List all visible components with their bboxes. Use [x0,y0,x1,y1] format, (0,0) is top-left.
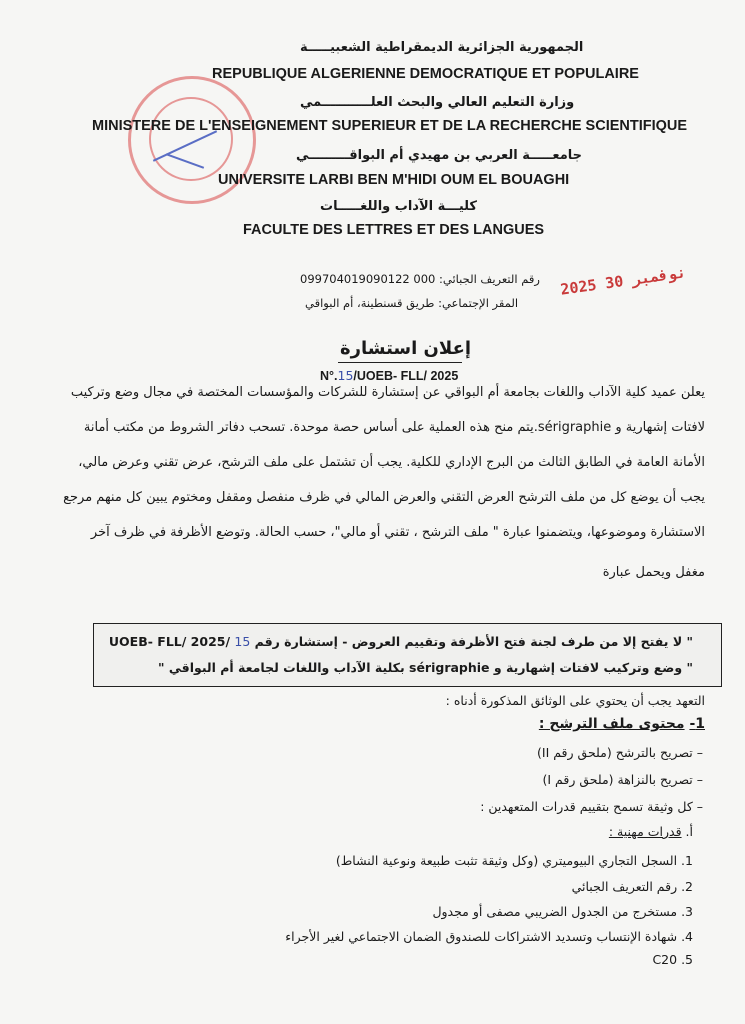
numbered-item: 3. مستخرج من الجدول الضريبي مصفى أو مجدول [432,904,693,919]
title-underline [338,362,462,363]
header-fr-ministry: MINISTERE DE L'ENSEIGNEMENT SUPERIEUR ET DE LA RECHERCHE SCIENTIFIQUE [92,118,688,134]
notice-line-1: " لا يفتح إلا من طرف لجنة فتح الأظرفة وتقييم العروض - إستشارة رقم UOEB- FLL/ 2025/ 15 [108,634,693,649]
handwritten-number: 15 [337,368,354,383]
intro-line-4: يجب أن يوضع كل من ملف الترشح العرض التقني والعرض المالي في ظرف منفصل ومقفل ومختوم يبين كل منهم مرجع [63,490,705,505]
commitment-text: التعهد يجب أن يحتوي على الوثائق المذكورة أدناه : [445,693,705,708]
section-1-heading: 1- محتوى ملف الترشح : [538,716,705,732]
address: المقر الإجتماعي: طريق قسنطينة، أم البواقي [305,296,519,310]
intro-line-1: يعلن عميد كلية الآداب واللغات بجامعة أم البواقي عن إستشارة للشركات والمؤسسات المختصة في مجال وضع وتركيب [70,385,705,400]
header-fr-republic: REPUBLIQUE ALGERIENNE DEMOCRATIQUE ET POPULAIRE [212,66,639,82]
header-ar-republic: الجمهورية الجزائرية الديمقراطية الشعبيـــــة [300,40,584,55]
intro-line-3: الأمانة العامة في الطابق الثالث من البرج الإداري للكلية. يجب أن تشتمل على ملف الترشح، عرض تقني وعرض مالي، [78,455,705,470]
list-item: – تصريح بالترشح (ملحق رقم II) [537,745,703,760]
numbered-item: 5. C20 [652,952,693,967]
notice-line-2: " وضع وتركيب لافتات إشهارية و sérigraphie بكلية الآداب واللغات لجامعة أم البواقي " [158,660,693,675]
list-item: – تصريح بالنزاهة (ملحق رقم I) [542,772,703,787]
intro-line-5: الاستشارة وموضوعها، ويتضمنوا عبارة " ملف الترشح ، تقني أو مالي"، حسب الحالة. وتوضع الأظرفة في ظرف آخر [90,525,705,540]
subsection-heading: أ. قدرات مهنية : [608,824,693,839]
header-fr-faculty: FACULTE DES LETTRES ET DES LANGUES [243,222,545,238]
header-ar-university: جامعـــــة العربي بن مهيدي أم البواقـــــــــي [296,148,582,163]
notice-box [93,623,722,687]
notice-handwritten-number: 15 [234,634,251,649]
header-ar-ministry: وزارة التعليم العالي والبحث العلـــــــــــمي [300,95,575,110]
list-item: – كل وثيقة تسمح بتقييم قدرات المتعهدين : [480,799,703,814]
header-ar-faculty: كليـــة الآداب واللغـــــات [320,199,477,214]
tax-id: رقم التعريف الجبائي: 000 099704019090122 [300,272,540,286]
numbered-item: 2. رقم التعريف الجبائي [571,879,693,894]
announcement-number: N°.15/UOEB- FLL/ 2025 [320,368,459,383]
numbered-item: 1. السجل التجاري البيوميتري (وكل وثيقة تثبت طبيعة ونوعية النشاط) [335,853,693,868]
announcement-title: إعلان استشارة [340,338,472,359]
date-stamp: 2025 نوفمبر 30 [559,263,688,299]
intro-line-2: لافتات إشهارية و sérigraphie.يتم منح هذه العملية على أساس حصة موحدة. تسحب دفاتر الشروط من مكتب أمانة [83,420,705,435]
intro-line-6: مغفل ويحمل عبارة [602,565,705,580]
numbered-item: 4. شهادة الإنتساب وتسديد الاشتراكات للصندوق الضمان الاجتماعي لغير الأجراء [285,929,693,944]
header-fr-university: UNIVERSITE LARBI BEN M'HIDI OUM EL BOUAGHI [218,172,570,188]
